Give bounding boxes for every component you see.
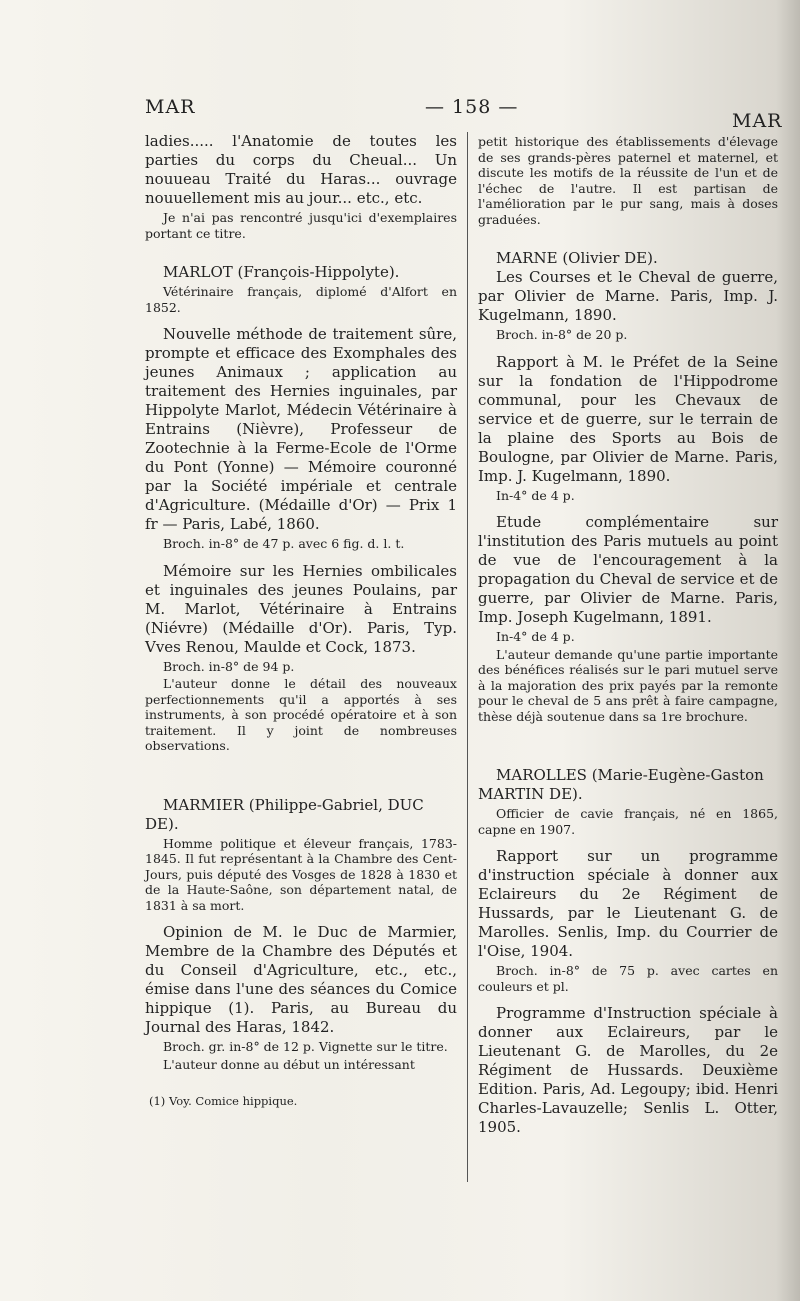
work-details-marlot-1: Broch. in-8° de 47 p. avec 6 fig. d. l. t. [163,536,405,551]
author-heading-marlot: MARLOT (François-Hippolyte). [163,263,400,281]
continued-entry-text: ladies..... l'Anatomie de toutes les parties du corps du Cheual... Un nouueau Traité du Haras... ouvrage nouuellement mis au jour... etc., etc. [145,132,457,207]
left-column [145,132,457,1108]
work-details-marlot-2: Broch. in-8° de 94 p. [163,658,295,674]
work-details-marmier: Broch. gr. in-8° de 12 p. Vignette sur le titre. [163,1039,448,1054]
running-head-left: MAR [145,96,196,118]
author-bio-marlot: Vétérinaire français, diplomé d'Alfort en 1852. [145,284,457,315]
work-note-marmier: L'auteur donne au début un intéressant [163,1056,415,1072]
work-note-marlot-2: L'auteur donne le détail des nouveaux perfectionnements qu'il a apportés à ses instruments, à son procédé opératoire et à son traitement. Il y joint de nombreuses observations. [145,676,457,753]
work-entry-marmier: Opinion de M. le Duc de Marmier, Membre de la Chambre des Députés et du Conseil d'Agriculture, etc., etc., émise dans l'une des séances du Comice hippique (1). Paris, au Bureau du Journal des Haras, 1842. [145,923,457,1036]
work-details-marne-2: In-4° de 4 p. [496,487,575,503]
continued-entry-note: Je n'ai pas rencontré jusqu'ici d'exemplaires portant ce titre. [145,210,457,241]
work-note-marne-3: L'auteur demande qu'une partie importante des bénéfices réalisés sur le pari mutuel serve à la majoration des prix payés par la remonte pour le cheval de 5 ans prêt à faire campagne, thèse déjà soutenue dans sa 1re brochure. [478,646,778,724]
work-entry-marne-1: Les Courses et le Cheval de guerre, par Olivier de Marne. Paris, Imp. J. Kugelmann, 1890. [478,268,778,324]
footnote: (1) Voy. Comice hippique. [149,1094,298,1108]
work-details-marne-1: Broch. in-8° de 20 p. [496,327,628,342]
work-entry-marlot-2: Mémoire sur les Hernies ombilicales et inguinales des jeunes Poulains, par M. Marlot, Vétérinaire à Entrains (Niévre) (Médaille d'Or). Paris, Typ. Vves Renou, Maulde et Cock, 1873. [145,561,457,656]
author-bio-marolles: Officier de cavie français, né en 1865, capne en 1907. [478,806,778,837]
work-entry-marolles-1: Rapport sur un programme d'instruction spéciale à donner aux Eclaireurs du 2e Régiment de Hussards, par le Lieutenant G. de Marolles. Senlis, Imp. du Courrier de l'Oise, 1904. [478,847,778,960]
work-details-marolles-1: Broch. in-8° de 75 p. avec cartes en couleurs et pl. [478,963,778,994]
work-entry-marne-2: Rapport à M. le Préfet de la Seine sur la fondation de l'Hippodrome communal, pour les Chevaux de service et de guerre, sur le terrain de la plaine des Sports au Bois de Boulogne, par Olivier de Marne. Paris, Imp. J. Kugelmann, 1890. [478,352,778,485]
work-entry-marne-3: Etude complémentaire sur l'institution des Paris mutuels au point de vue de l'encouragement à la propagation du Cheval de service et de guerre, par Olivier de Marne. Paris, Imp. Joseph Kugelmann, 1891. [478,513,778,626]
author-bio-marmier: Homme politique et éleveur français, 1783-1845. Il fut représentant à la Chambre des Cent-Jours, puis député des Vosges de 1828 à 1830 et de la Haute-Saône, son département natal, de 1831 à sa mort. [145,835,457,913]
work-entry-marlot-1: Nouvelle méthode de traitement sûre, prompte et efficace des Exomphales des jeunes Animaux ; application au traitement des Hernies inguinales, par Hippolyte Marlot, Médecin Vétérinaire à Entrains (Nièvre), Professeur de Zootechnie à la Ferme-Ecole de l'Orme du Pont (Yonne) — Mémoire couronné par la Société impériale et centrale d'Agriculture. (Médaille d'Or) — Prix 1 fr — Paris, Labé, 1860. [145,325,457,533]
work-entry-marolles-2: Programme d'Instruction spéciale à donner aux Eclaireurs, par le Lieutenant G. de Marolles, du 2e Régiment de Hussards. Deuxième Edition. Paris, Ad. Legoupy; ibid. Henri Charles-Lavauzelle; Senlis L. Otter, 1905. [478,1004,778,1136]
continued-entry-note-right: petit historique des établissements d'élevage de ses grands-pères paternel et maternel, et discute les motifs de la réussite de l'un et de l'échec de l'autre. Il est partisan de l'amélioration par le pur sang, mais à doses graduées. [478,134,778,227]
author-heading-marolles: MAROLLES (Marie-Eugène-Gaston MARTIN DE). [478,766,764,803]
right-column [478,132,778,1137]
work-details-marne-3: In-4° de 4 p. [496,629,575,644]
page-number: — 158 — [425,96,519,118]
author-heading-marne: MARNE (Olivier DE). [496,249,658,267]
column-divider [467,132,468,1182]
running-head-right: MAR [732,110,783,132]
author-heading-marmier: MARMIER (Philippe-Gabriel, DUC DE). [145,795,424,833]
